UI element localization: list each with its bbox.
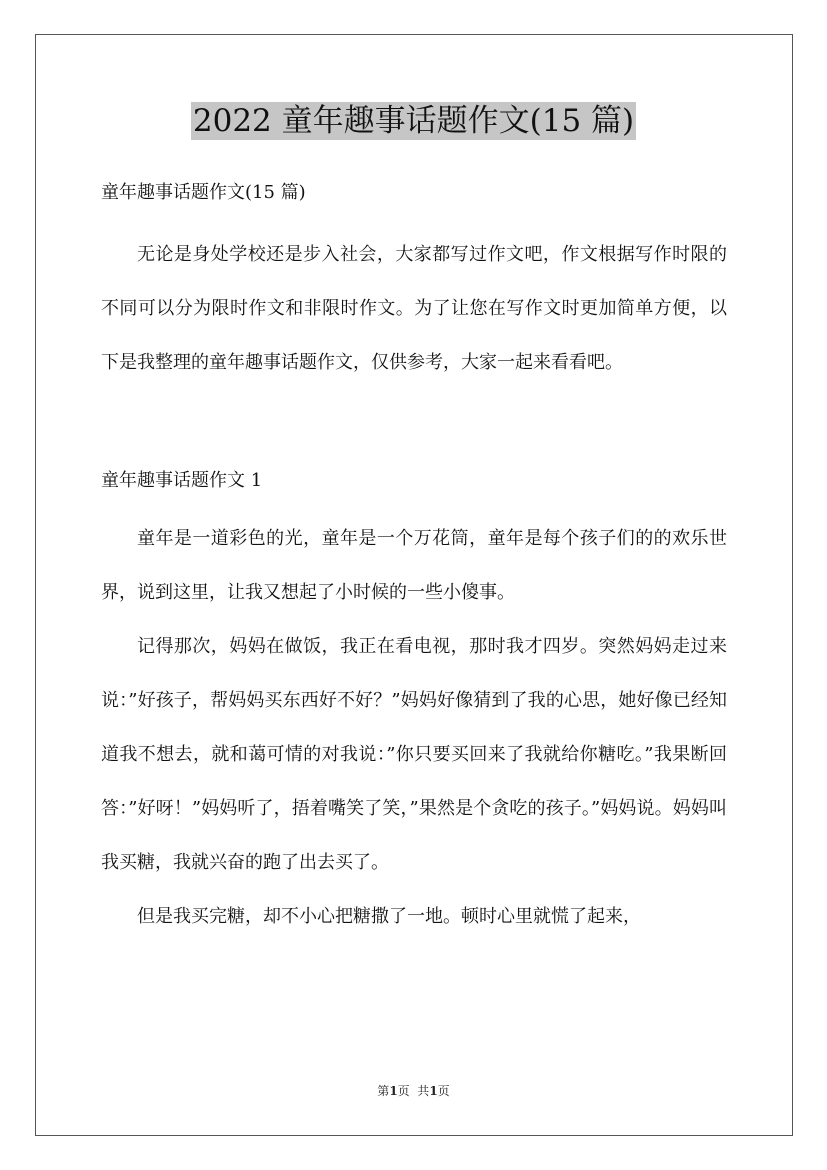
page-footer [0, 1083, 827, 1099]
footer-page-total: 1 [429, 1084, 438, 1098]
document-body [101, 178, 727, 944]
footer-mid: 页 共 [397, 1084, 430, 1098]
footer-page-current: 1 [389, 1084, 398, 1098]
footer-prefix: 第 [377, 1084, 390, 1098]
intro-paragraph: 无论是身处学校还是步入社会，大家都写过作文吧，作文根据写作时限的不同可以分为限时作文和非限时作文。为了让您在写作文时更加简单方便，以下是我整理的童年趣事话题作文，仅供参考，大家一起来看看吧。 [101, 244, 727, 373]
document-title [0, 103, 827, 139]
section-paragraph: 但是我买完糖，却不小心把糖撒了一地。顿时心里就慌了起来， [137, 906, 641, 927]
section-paragraph: 记得那次，妈妈在做饭，我正在看电视，那时我才四岁。突然妈妈走过来说：”好孩子，帮妈妈买东西好不好？”妈妈好像猜到了我的心思，她好像已经知道我不想去，就和蔼可情的对我说：”你只要买回来了我就给你糖吃。”我果断回答：”好呀！”妈妈听了，捂着嘴笑了笑，”果然是个贪吃的孩子。”妈妈说。妈妈叫我买糖，我就兴奋的跑了出去买了。 [101, 636, 727, 873]
title-text: 2022 童年趣事话题作文(15 篇) [192, 103, 635, 139]
section-heading: 童年趣事话题作文 1 [101, 470, 263, 491]
article-heading: 童年趣事话题作文(15 篇) [101, 182, 306, 203]
footer-suffix: 页 [437, 1084, 450, 1098]
section-paragraph: 童年是一道彩色的光，童年是一个万花筒，童年是每个孩子们的的欢乐世界，说到这里，让我又想起了小时候的一些小傻事。 [101, 528, 727, 603]
